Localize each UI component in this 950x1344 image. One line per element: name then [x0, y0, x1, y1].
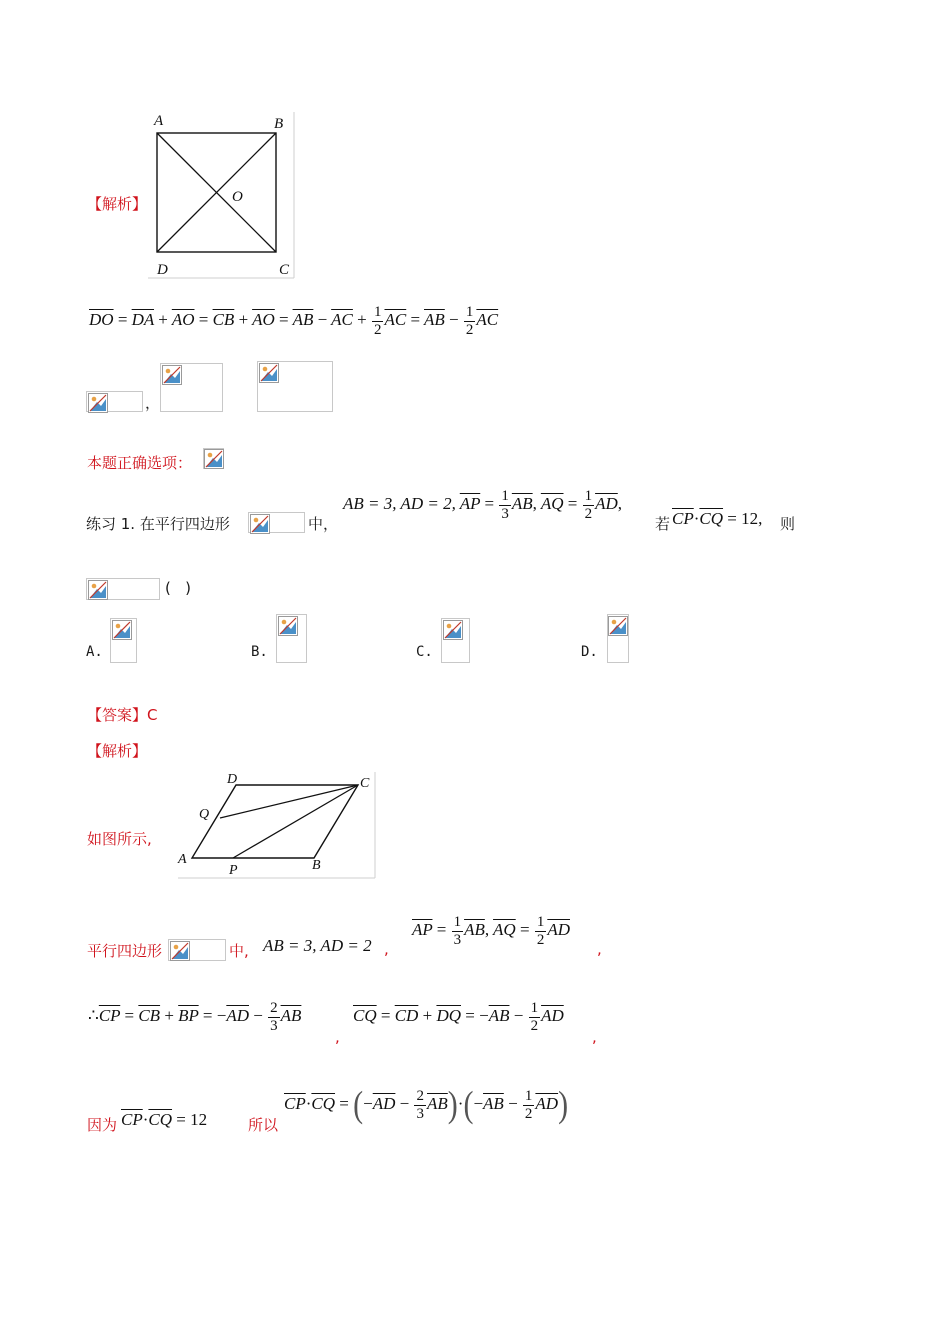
broken-image: [168, 939, 226, 961]
equation-product: $\overline{CP}\cdot\overline{CQ} = (-\overline{AD}$ − $\frac{2}{3}$ $\overline{AB})\cdot(-\overline{AB}$ − $\frac{1}{2}$ $\overline{AD}$): [284, 1083, 569, 1125]
correct-option-label: 本题正确选项：: [87, 454, 193, 472]
label-Q: Q: [199, 807, 210, 822]
exercise-dot-condition: $\overline{CP}\cdot\overline{CQ} = 12$,: [672, 509, 763, 528]
equation-cp: $\therefore\overline{CP} = \overline{CB} + \overline{BP} = -\overline{AD}$ − $\frac{2}{3}$ $\overline{AB}$: [88, 1000, 302, 1034]
comma: ，: [145, 394, 161, 412]
equation-do: $\overline{DO} = \overline{DA} + \overline{AO} = \overline{CB} + \overline{AO} = \overline{AB} - \overline{AC}$ + $\frac{1}{2}$ $\overline{AC} = \overline{AB}$ − $\frac{1}{2}$ $\overline{AC}$: [89, 304, 499, 338]
label-P: P: [229, 863, 238, 878]
broken-image: [607, 614, 629, 663]
comma: ,: [335, 1028, 340, 1046]
exercise-given: AB = 3, AD = 2, $\overline{AP}$ = $\frac{1}{3}$ $\overline{AB}$, $\overline{AQ}$ = $\frac{1}{2}$ $\overline{AD}$,: [343, 488, 623, 522]
comma: ,: [592, 1028, 597, 1046]
label-C: C: [360, 776, 370, 791]
because-condition: $\overline{CP}\cdot\overline{CQ} = 12$: [121, 1110, 208, 1129]
broken-image: [276, 614, 307, 663]
option-b-label: B.: [251, 644, 268, 660]
broken-image: [203, 448, 224, 469]
given-vectors: $\overline{AP}$ = $\frac{1}{3}$ $\overline{AB}$, $\overline{AQ}$ = $\frac{1}{2}$ $\overline{AD}$: [412, 914, 570, 948]
broken-image: [86, 578, 160, 600]
label-B: B: [274, 116, 284, 132]
as-shown-text: 如图所示,: [87, 830, 152, 848]
option-c-label: C.: [416, 644, 433, 660]
exercise-if: 若: [655, 515, 671, 533]
exercise-mid: 中，: [308, 515, 339, 533]
jiexi-heading-2: 【解析】: [87, 742, 148, 760]
exercise-then: 则: [780, 515, 796, 533]
comma: ,: [597, 940, 602, 958]
label-A: A: [178, 852, 187, 867]
broken-image: [257, 361, 333, 412]
option-a-label: A.: [86, 644, 103, 660]
broken-image: [86, 391, 143, 412]
square-figure: [148, 108, 298, 280]
answer-label: 【答案】C: [87, 706, 158, 724]
jiexi-heading-1: 【解析】: [87, 195, 148, 213]
option-d-label: D.: [581, 644, 598, 660]
label-D: D: [157, 262, 168, 278]
label-O: O: [232, 189, 243, 205]
label-B: B: [312, 858, 321, 873]
broken-image: [248, 512, 305, 533]
broken-image: [160, 363, 223, 412]
parallelogram-figure: [174, 766, 378, 880]
exercise-prefix: 练习 1. 在平行四边形: [86, 515, 230, 533]
parallelogram-mid: 中,: [229, 942, 249, 960]
exercise-paren: ( ): [165, 579, 192, 597]
label-A: A: [154, 113, 164, 129]
so-label: 所以: [248, 1116, 279, 1134]
parallelogram-prefix: 平行四边形: [87, 942, 163, 960]
given-lengths: AB = 3, AD = 2: [263, 936, 372, 955]
label-C: C: [279, 262, 290, 278]
label-D: D: [227, 772, 238, 787]
broken-image: [441, 618, 470, 663]
comma: ,: [384, 940, 389, 958]
broken-image: [110, 618, 137, 663]
equation-cq: $\overline{CQ} = \overline{CD} + \overline{DQ} = -\overline{AB}$ − $\frac{1}{2}$ $\overline{AD}$: [353, 1000, 564, 1034]
because-label: 因为: [87, 1116, 118, 1134]
